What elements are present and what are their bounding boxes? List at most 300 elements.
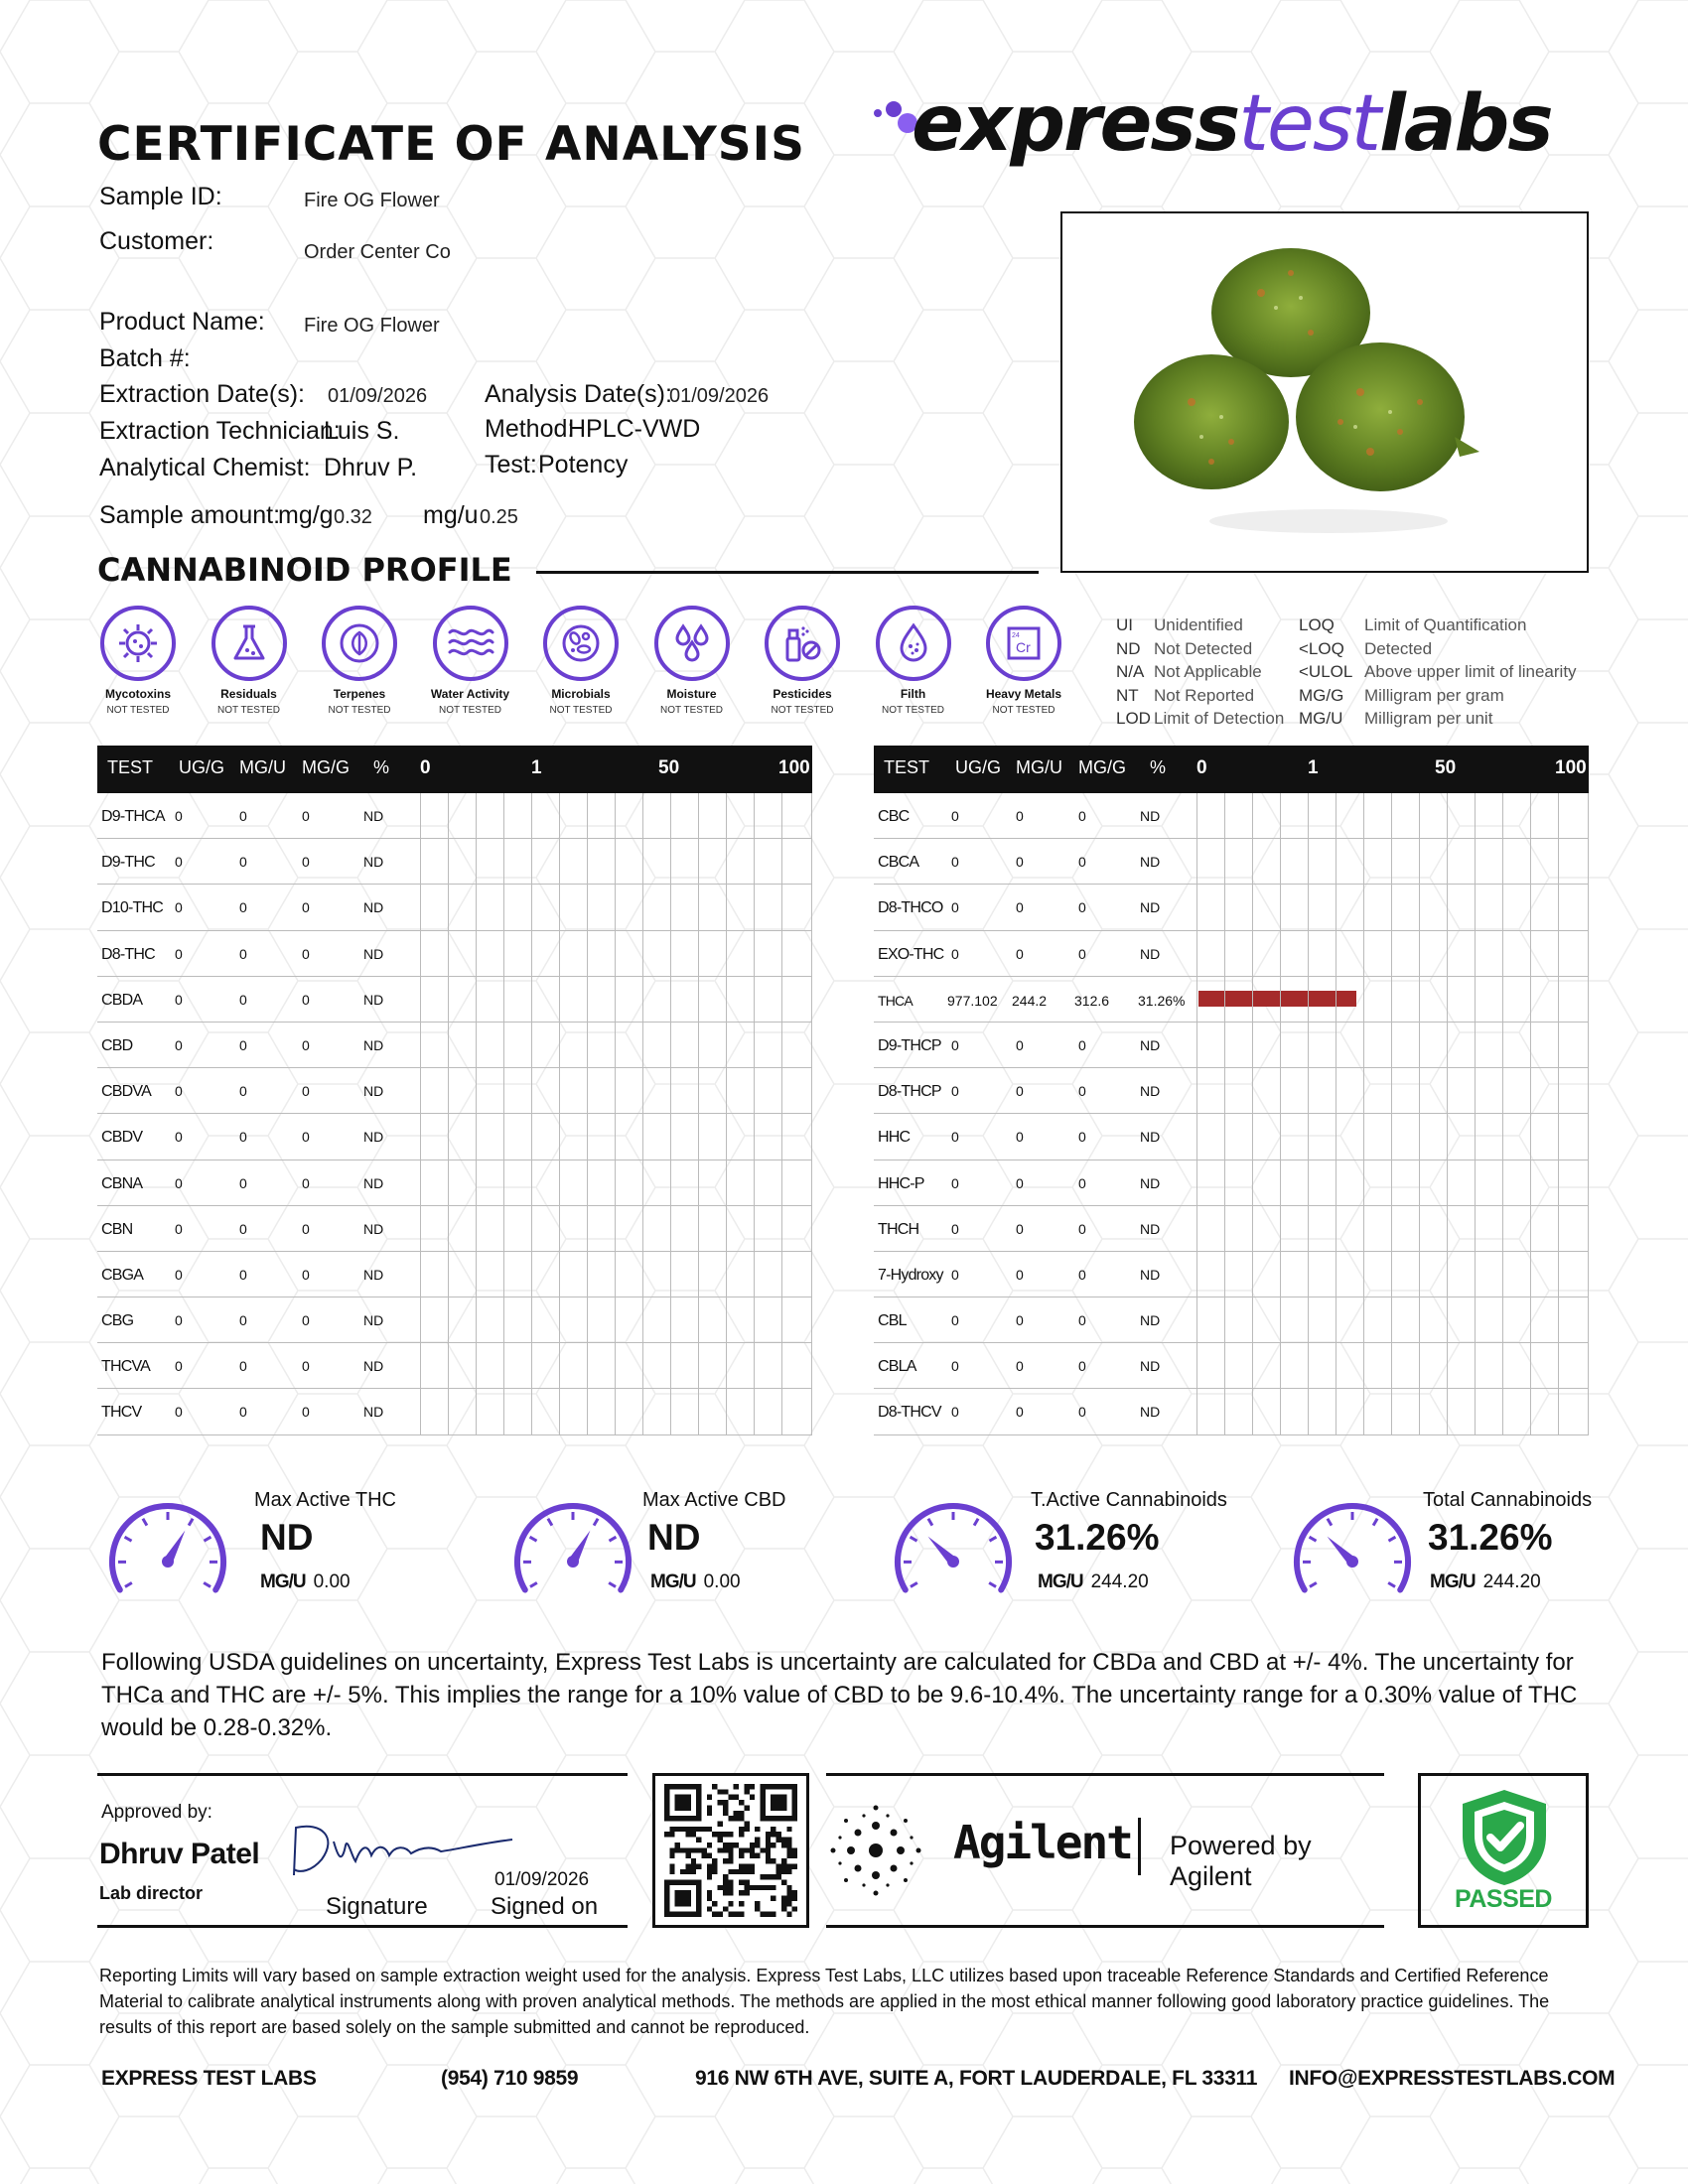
cell-mg-u: 0 bbox=[1016, 1312, 1024, 1329]
cell-test-name: THCH bbox=[878, 1220, 919, 1238]
cell-percent: ND bbox=[1140, 1358, 1161, 1375]
cell-ug-g: 0 bbox=[175, 1312, 183, 1329]
cell-percent: ND bbox=[363, 854, 384, 871]
footer-phone[interactable]: (954) 710 9859 bbox=[441, 2067, 579, 2090]
cell-mg-g: 0 bbox=[302, 1220, 310, 1237]
cell-mg-u: 0 bbox=[1016, 1358, 1024, 1375]
cell-mg-g: 0 bbox=[1078, 854, 1086, 871]
analysis-date-value: 01/09/2026 bbox=[669, 385, 770, 407]
mg-u-label: mg/u bbox=[423, 501, 479, 529]
test-category-name: Microbials bbox=[551, 687, 611, 701]
legend-description: Above upper limit of linearity bbox=[1364, 662, 1577, 681]
cell-mg-u: 244.2 bbox=[1012, 992, 1048, 1009]
legend-abbr: MG/G bbox=[1299, 685, 1344, 705]
legend-description: Unidentified bbox=[1154, 615, 1243, 634]
cell-mg-g: 0 bbox=[302, 1312, 310, 1329]
summary-unit-value: 244.20 bbox=[1482, 1571, 1541, 1592]
cell-ug-g: 0 bbox=[951, 1266, 959, 1283]
cell-mg-u: 0 bbox=[1016, 1404, 1024, 1421]
method-value: HPLC-VWD bbox=[568, 415, 701, 443]
test-category-water-activity bbox=[416, 606, 525, 716]
agilent-divider bbox=[1138, 1818, 1141, 1875]
test-category-status: NOT TESTED bbox=[217, 705, 280, 716]
chemist-label: Analytical Chemist: bbox=[99, 454, 311, 481]
legend-description: Limit of Detection bbox=[1154, 709, 1285, 728]
cell-ug-g: 0 bbox=[951, 1312, 959, 1329]
cell-percent: ND bbox=[1140, 899, 1161, 916]
cell-ug-g: 0 bbox=[175, 1083, 183, 1100]
table-row bbox=[874, 931, 1589, 977]
cell-mg-u: 0 bbox=[1016, 945, 1024, 962]
test-category-filth bbox=[859, 606, 968, 716]
summary-unit-value: 0.00 bbox=[313, 1571, 351, 1592]
water-waves-icon bbox=[433, 606, 508, 681]
svg-text:Cr: Cr bbox=[1016, 639, 1031, 655]
scale-tick-label: 0 bbox=[420, 757, 431, 778]
cell-test-name: CBG bbox=[101, 1312, 134, 1330]
cell-ug-g: 0 bbox=[951, 808, 959, 824]
cell-test-name: D8-THCP bbox=[878, 1083, 941, 1101]
scale-tick-label: 1 bbox=[1308, 757, 1319, 778]
cell-test-name: 7-Hydroxy bbox=[878, 1266, 943, 1284]
cell-mg-u: 0 bbox=[239, 1174, 247, 1191]
cell-mg-u: 0 bbox=[239, 1358, 247, 1375]
cell-mg-g: 0 bbox=[1078, 1266, 1086, 1283]
legend-description: Not Detected bbox=[1154, 638, 1253, 658]
table-row bbox=[97, 977, 812, 1023]
summary-title: Max Active THC bbox=[254, 1489, 396, 1511]
powered-by-agilent: Powered by Agilent bbox=[1170, 1831, 1312, 1891]
customer-value: Order Center Co bbox=[304, 241, 451, 263]
scale-tick-label: 100 bbox=[1555, 757, 1587, 778]
cell-mg-u: 0 bbox=[1016, 1083, 1024, 1100]
approval-block bbox=[97, 1773, 628, 1928]
legend-abbr: MG/U bbox=[1299, 709, 1343, 728]
cell-ug-g: 977.102 bbox=[947, 992, 998, 1009]
cell-percent: ND bbox=[363, 1404, 384, 1421]
test-value: Potency bbox=[538, 451, 629, 478]
cell-mg-g: 0 bbox=[1078, 1083, 1086, 1100]
shield-check-icon bbox=[1455, 1786, 1554, 1889]
table-row bbox=[97, 793, 812, 839]
reporting-disclaimer: Reporting Limits will vary based on sample extraction weight used for the analysis. Express Test Labs, LLC utilizes based upon traceable Reference Standards and Certified Reference Material to calibrate analytical instruments along with proven analytical methods. The methods are applied in the most ethical manner following good laboratory practice guidelines. The results of this report are based solely on the sample submitted and cannot be reproduced. bbox=[99, 1966, 1550, 2037]
table-row bbox=[97, 1023, 812, 1068]
table-row bbox=[874, 1114, 1589, 1160]
product-name-value: Fire OG Flower bbox=[304, 315, 440, 337]
table-row bbox=[874, 1252, 1589, 1297]
agilent-spark-logo-icon bbox=[826, 1796, 925, 1905]
header-mg-u: MG/U bbox=[239, 757, 286, 777]
technician-value: Luis S. bbox=[324, 417, 400, 445]
cell-mg-g: 0 bbox=[302, 1358, 310, 1375]
test-category-moisture bbox=[637, 606, 747, 716]
cell-mg-g: 0 bbox=[1078, 945, 1086, 962]
cell-percent: ND bbox=[363, 1220, 384, 1237]
cell-ug-g: 0 bbox=[951, 945, 959, 962]
qr-code[interactable] bbox=[652, 1773, 809, 1928]
sample-id-label: Sample ID: bbox=[99, 183, 222, 210]
cell-test-name: D8-THCV bbox=[878, 1404, 941, 1422]
sample-id-value: Fire OG Flower bbox=[304, 190, 440, 211]
test-category-status: NOT TESTED bbox=[549, 705, 613, 716]
table-row bbox=[874, 1297, 1589, 1343]
scale-tick-label: 50 bbox=[658, 757, 680, 778]
scale-tick-label: 0 bbox=[1196, 757, 1207, 778]
summary-unit bbox=[1430, 1571, 1541, 1593]
brand-logo bbox=[912, 79, 1552, 169]
header-mg-u: MG/U bbox=[1016, 757, 1062, 777]
cell-mg-u: 0 bbox=[1016, 1174, 1024, 1191]
cell-mg-g: 0 bbox=[302, 854, 310, 871]
summary-value: ND bbox=[260, 1517, 314, 1558]
table-row bbox=[97, 885, 812, 930]
legend-description: Milligram per gram bbox=[1364, 685, 1504, 705]
cell-percent: ND bbox=[1140, 1266, 1161, 1283]
cell-mg-u: 0 bbox=[239, 854, 247, 871]
cell-ug-g: 0 bbox=[951, 899, 959, 916]
legend-description: Limit of Quantification bbox=[1364, 615, 1527, 634]
signature-label: Signature bbox=[326, 1893, 428, 1920]
test-category-name: Filth bbox=[900, 687, 926, 701]
agilent-block bbox=[826, 1773, 1384, 1928]
brand-test: test bbox=[1238, 79, 1380, 169]
cell-mg-g: 0 bbox=[302, 1129, 310, 1146]
cell-test-name: CBDV bbox=[101, 1129, 143, 1147]
cell-mg-g: 0 bbox=[302, 1266, 310, 1283]
test-category-status: NOT TESTED bbox=[328, 705, 391, 716]
header-mg-g: MG/G bbox=[302, 757, 350, 777]
table-row bbox=[97, 1252, 812, 1297]
cell-percent: ND bbox=[1140, 1174, 1161, 1191]
cell-percent: ND bbox=[363, 1129, 384, 1146]
cell-test-name: D9-THCA bbox=[101, 808, 165, 825]
cell-mg-u: 0 bbox=[1016, 1266, 1024, 1283]
cell-mg-g: 0 bbox=[1078, 1312, 1086, 1329]
cell-mg-u: 0 bbox=[239, 808, 247, 824]
table-row bbox=[97, 1068, 812, 1114]
cell-test-name: THCVA bbox=[101, 1358, 151, 1376]
gauge-dial-icon bbox=[889, 1497, 1018, 1596]
table-row bbox=[874, 1068, 1589, 1114]
table-row bbox=[97, 1206, 812, 1252]
legend-description: Not Reported bbox=[1154, 685, 1255, 705]
cell-test-name: CBLA bbox=[878, 1358, 916, 1376]
test-category-name: Heavy Metals bbox=[985, 687, 1062, 701]
summary-unit-value: 244.20 bbox=[1090, 1571, 1149, 1592]
summary-title: T.Active Cannabinoids bbox=[1031, 1489, 1227, 1511]
cell-test-name: D9-THCP bbox=[878, 1036, 941, 1054]
svg-text:24: 24 bbox=[1012, 632, 1020, 639]
approved-by-label: Approved by: bbox=[101, 1802, 212, 1823]
method-label: Method: bbox=[485, 415, 575, 443]
cell-ug-g: 0 bbox=[175, 1266, 183, 1283]
cell-mg-u: 0 bbox=[239, 1036, 247, 1053]
droplets-icon bbox=[654, 606, 730, 681]
cell-mg-g: 0 bbox=[302, 1174, 310, 1191]
summary-value: ND bbox=[647, 1517, 701, 1558]
test-category-name: Residuals bbox=[220, 687, 277, 701]
mg-u-value: 0.25 bbox=[480, 506, 518, 528]
legend-abbr: <LOQ bbox=[1299, 638, 1344, 658]
cell-percent: 31.26% bbox=[1138, 992, 1186, 1009]
cell-mg-g: 0 bbox=[302, 1404, 310, 1421]
table-row bbox=[874, 1206, 1589, 1252]
footer-address: 916 NW 6TH AVE, SUITE A, FORT LAUDERDALE, FL 33311 bbox=[695, 2067, 1258, 2090]
cell-test-name: CBDVA bbox=[101, 1083, 151, 1101]
cell-test-name: D9-THC bbox=[101, 854, 155, 872]
cell-test-name: CBGA bbox=[101, 1266, 144, 1284]
summary-unit bbox=[260, 1571, 351, 1593]
test-category-terpenes bbox=[305, 606, 414, 716]
cell-percent: ND bbox=[363, 1036, 384, 1053]
cell-mg-g: 0 bbox=[1078, 1174, 1086, 1191]
table-row bbox=[97, 1343, 812, 1389]
cell-mg-g: 0 bbox=[302, 1083, 310, 1100]
scale-tick-label: 50 bbox=[1435, 757, 1457, 778]
test-category-heavy-metals bbox=[969, 606, 1078, 716]
cell-mg-u: 0 bbox=[1016, 1220, 1024, 1237]
cell-percent: ND bbox=[363, 1083, 384, 1100]
table-row bbox=[97, 839, 812, 885]
cell-test-name: CBNA bbox=[101, 1174, 143, 1192]
cell-mg-g: 0 bbox=[1078, 1129, 1086, 1146]
footer-email[interactable]: INFO@EXPRESSTESTLABS.COM bbox=[1289, 2067, 1616, 2090]
signed-date: 01/09/2026 bbox=[494, 1869, 590, 1890]
batch-label: Batch #: bbox=[99, 344, 191, 372]
test-category-name: Moisture bbox=[666, 687, 717, 701]
cell-percent: ND bbox=[1140, 854, 1161, 871]
table-row bbox=[874, 793, 1589, 839]
customer-label: Customer: bbox=[99, 227, 214, 255]
legend-abbr: NT bbox=[1116, 685, 1139, 705]
cell-test-name: CBL bbox=[878, 1312, 907, 1330]
cell-test-name: D10-THC bbox=[101, 899, 163, 917]
header-percent: % bbox=[1150, 757, 1167, 777]
filth-drop-icon bbox=[876, 606, 951, 681]
cell-percent: ND bbox=[1140, 1083, 1161, 1100]
legend-abbr: LOD bbox=[1116, 709, 1151, 728]
cell-percent: ND bbox=[1140, 808, 1161, 824]
legend-description: Milligram per unit bbox=[1364, 709, 1493, 728]
cell-percent: ND bbox=[1140, 1404, 1161, 1421]
cell-mg-g: 0 bbox=[1078, 899, 1086, 916]
table-row bbox=[97, 1160, 812, 1206]
footer-company: EXPRESS TEST LABS bbox=[101, 2067, 317, 2090]
cell-mg-g: 0 bbox=[1078, 1404, 1086, 1421]
summary-unit-label: MG/U bbox=[650, 1571, 696, 1592]
table-row bbox=[874, 1389, 1589, 1434]
gauge-dial-icon bbox=[103, 1497, 232, 1596]
cell-mg-u: 0 bbox=[239, 1129, 247, 1146]
cell-test-name: CBCA bbox=[878, 854, 919, 872]
cell-ug-g: 0 bbox=[175, 1129, 183, 1146]
test-category-microbials bbox=[526, 606, 635, 716]
table-row bbox=[874, 885, 1589, 930]
cell-test-name: THCV bbox=[101, 1404, 142, 1422]
analysis-date-label: Analysis Date(s): bbox=[485, 380, 672, 408]
cell-test-name: THCA bbox=[878, 992, 913, 1009]
cell-percent: ND bbox=[363, 991, 384, 1008]
cell-ug-g: 0 bbox=[175, 854, 183, 871]
table-row bbox=[97, 931, 812, 977]
technician-label: Extraction Technician: bbox=[99, 417, 341, 445]
certificate-title: CERTIFICATE OF ANALYSIS bbox=[97, 117, 805, 172]
cell-percent: ND bbox=[363, 945, 384, 962]
handwritten-signature bbox=[282, 1816, 520, 1885]
percent-bar bbox=[1198, 991, 1356, 1007]
cell-mg-g: 0 bbox=[302, 1036, 310, 1053]
test-category-status: NOT TESTED bbox=[439, 705, 501, 716]
extraction-date-label: Extraction Date(s): bbox=[99, 380, 306, 408]
brand-labs: labs bbox=[1379, 79, 1552, 169]
table-row bbox=[874, 1160, 1589, 1206]
legend-abbr: ND bbox=[1116, 638, 1141, 658]
summary-value: 31.26% bbox=[1428, 1517, 1553, 1558]
cell-mg-u: 0 bbox=[239, 991, 247, 1008]
summary-unit-label: MG/U bbox=[1038, 1571, 1083, 1592]
cell-percent: ND bbox=[1140, 945, 1161, 962]
header-mg-g: MG/G bbox=[1078, 757, 1126, 777]
cell-percent: ND bbox=[363, 1266, 384, 1283]
cannabinoid-table-right bbox=[874, 746, 1589, 1435]
test-category-name: Mycotoxins bbox=[104, 687, 171, 701]
cell-mg-u: 0 bbox=[239, 1266, 247, 1283]
cell-mg-u: 0 bbox=[1016, 899, 1024, 916]
cell-percent: ND bbox=[363, 1312, 384, 1329]
table-row bbox=[874, 839, 1589, 885]
test-category-name: Terpenes bbox=[333, 687, 386, 701]
spray-icon bbox=[765, 606, 840, 681]
cell-ug-g: 0 bbox=[951, 1404, 959, 1421]
legend-abbr: N/A bbox=[1116, 662, 1145, 681]
summary-unit-label: MG/U bbox=[260, 1571, 306, 1592]
test-category-status: NOT TESTED bbox=[992, 705, 1055, 716]
table-header bbox=[97, 746, 812, 793]
cell-mg-u: 0 bbox=[239, 945, 247, 962]
signed-on-label: Signed on bbox=[491, 1893, 599, 1920]
cell-ug-g: 0 bbox=[951, 1220, 959, 1237]
cannabinoid-profile-title: CANNABINOID PROFILE bbox=[97, 551, 512, 589]
agilent-name: Agilent bbox=[953, 1816, 1132, 1869]
cell-mg-u: 0 bbox=[239, 1083, 247, 1100]
header-ug-g: UG/G bbox=[179, 757, 225, 777]
summary-unit-label: MG/U bbox=[1430, 1571, 1476, 1592]
test-label: Test: bbox=[485, 451, 537, 478]
cell-ug-g: 0 bbox=[951, 1036, 959, 1053]
table-row bbox=[97, 1297, 812, 1343]
brand-express: express bbox=[912, 79, 1239, 169]
table-row bbox=[97, 1389, 812, 1434]
cell-percent: ND bbox=[1140, 1312, 1161, 1329]
cell-mg-g: 0 bbox=[302, 808, 310, 824]
cell-mg-u: 0 bbox=[1016, 1036, 1024, 1053]
table-row bbox=[874, 1343, 1589, 1389]
flask-icon bbox=[211, 606, 287, 681]
cell-ug-g: 0 bbox=[175, 1174, 183, 1191]
cannabinoid-table-left bbox=[97, 746, 812, 1435]
product-name-label: Product Name: bbox=[99, 308, 265, 336]
approver-name: Dhruv Patel bbox=[99, 1838, 260, 1870]
cell-ug-g: 0 bbox=[175, 1358, 183, 1375]
cell-test-name: D8-THC bbox=[101, 945, 155, 963]
test-category-status: NOT TESTED bbox=[771, 705, 834, 716]
cell-percent: ND bbox=[363, 899, 384, 916]
cell-mg-g: 0 bbox=[1078, 1220, 1086, 1237]
qr-code-image bbox=[663, 1784, 798, 1917]
test-category-mycotoxins bbox=[83, 606, 193, 716]
scale-tick-label: 1 bbox=[531, 757, 542, 778]
cell-mg-g: 0 bbox=[302, 899, 310, 916]
cell-ug-g: 0 bbox=[175, 899, 183, 916]
table-row bbox=[874, 977, 1589, 1023]
cell-mg-u: 0 bbox=[239, 1220, 247, 1237]
cell-percent: ND bbox=[1140, 1129, 1161, 1146]
cell-ug-g: 0 bbox=[175, 808, 183, 824]
passed-badge bbox=[1418, 1773, 1589, 1928]
cell-ug-g: 0 bbox=[175, 1036, 183, 1053]
cell-test-name: CBC bbox=[878, 808, 910, 825]
test-category-status: NOT TESTED bbox=[882, 705, 944, 716]
summary-unit bbox=[1038, 1571, 1149, 1593]
cell-mg-u: 0 bbox=[239, 1404, 247, 1421]
test-category-status: NOT TESTED bbox=[106, 705, 170, 716]
sample-amount-label: Sample amount: bbox=[99, 501, 281, 529]
approver-role: Lab director bbox=[99, 1883, 204, 1903]
cell-test-name: HHC-P bbox=[878, 1174, 924, 1192]
cell-mg-u: 0 bbox=[239, 1312, 247, 1329]
cell-mg-u: 0 bbox=[1016, 808, 1024, 824]
cell-percent: ND bbox=[363, 808, 384, 824]
cell-ug-g: 0 bbox=[175, 991, 183, 1008]
test-category-residuals bbox=[195, 606, 304, 716]
cell-ug-g: 0 bbox=[175, 1220, 183, 1237]
legend-abbr: UI bbox=[1116, 615, 1133, 634]
cell-mg-g: 0 bbox=[1078, 1358, 1086, 1375]
cell-percent: ND bbox=[1140, 1036, 1161, 1053]
mycotoxin-icon bbox=[100, 606, 176, 681]
cell-mg-u: 0 bbox=[1016, 854, 1024, 871]
cell-percent: ND bbox=[363, 1358, 384, 1375]
section-divider bbox=[536, 571, 1039, 574]
cell-test-name: CBDA bbox=[101, 991, 143, 1009]
chemist-value: Dhruv P. bbox=[324, 454, 418, 481]
cell-ug-g: 0 bbox=[175, 945, 183, 962]
test-category-name: Water Activity bbox=[430, 687, 510, 701]
cell-ug-g: 0 bbox=[175, 1404, 183, 1421]
cell-ug-g: 0 bbox=[951, 1174, 959, 1191]
legend-description: Not Applicable bbox=[1154, 662, 1262, 681]
passed-label: PASSED bbox=[1455, 1885, 1552, 1913]
table-header bbox=[874, 746, 1589, 793]
cell-test-name: HHC bbox=[878, 1129, 911, 1147]
mg-g-value: 0.32 bbox=[334, 506, 372, 528]
uncertainty-statement: Following USDA guidelines on uncertainty, Express Test Labs is uncertainty are calculated for CBDa and CBD at +/- 4%. The uncertainty for THCa and THC are +/- 5%. This implies the range for a 10% value of CBD to be 9.6-10.4%. The uncertainty range for a 0.30% value of THC would be 0.28-0.32%. bbox=[101, 1649, 1578, 1741]
cell-ug-g: 0 bbox=[951, 1083, 959, 1100]
summary-unit bbox=[650, 1571, 741, 1593]
scale-tick-label: 100 bbox=[778, 757, 810, 778]
cell-ug-g: 0 bbox=[951, 1129, 959, 1146]
summary-unit-value: 0.00 bbox=[703, 1571, 741, 1592]
cell-mg-g: 312.6 bbox=[1074, 992, 1110, 1009]
legend-description: Detected bbox=[1364, 638, 1433, 658]
cell-percent: ND bbox=[363, 1174, 384, 1191]
table-row bbox=[97, 1114, 812, 1160]
test-category-pesticides bbox=[748, 606, 857, 716]
microbe-icon bbox=[543, 606, 619, 681]
mg-g-label: mg/g bbox=[278, 501, 334, 529]
cell-test-name: EXO-THC bbox=[878, 945, 944, 963]
cell-ug-g: 0 bbox=[951, 1358, 959, 1375]
